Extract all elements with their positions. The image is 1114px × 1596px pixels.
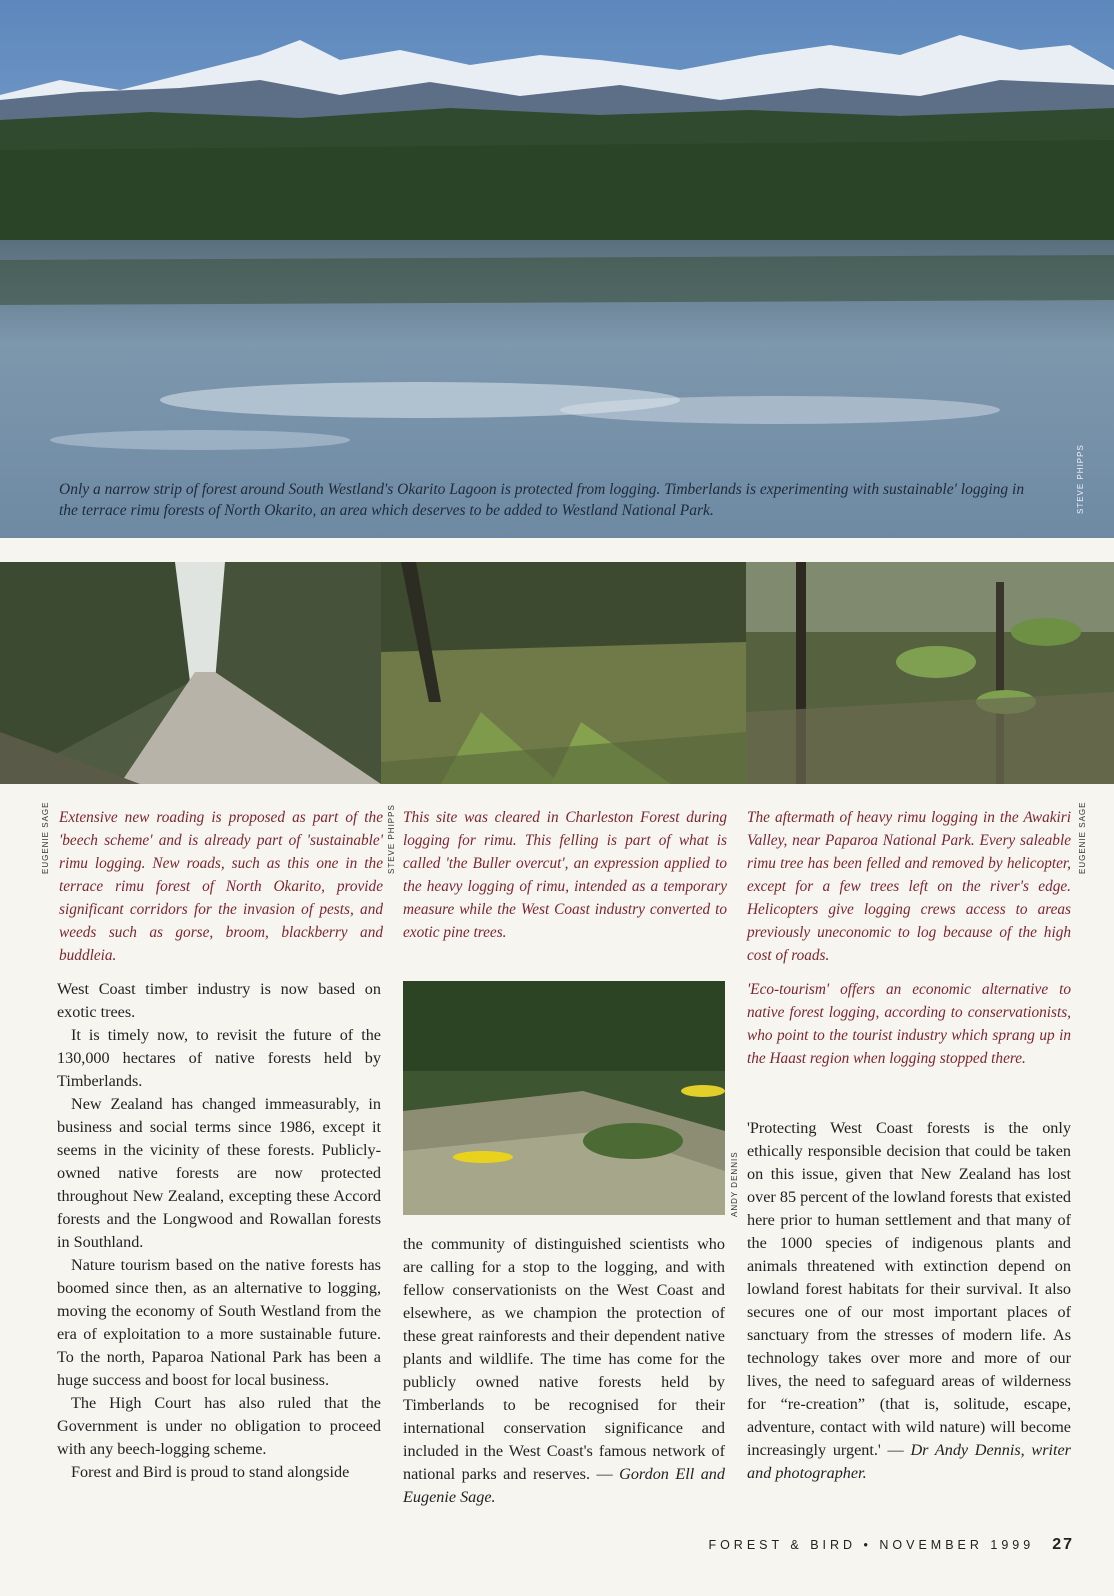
andy-dennis-quote <box>747 1117 1071 1485</box>
hero-photo-okarito-lagoon <box>0 0 1114 538</box>
caption-aftermath: The aftermath of heavy rimu logging in the Awakiri Valley, near Paparoa National Park. Every saleable rimu tree has been felled and removed by helicopter, except for a few trees left on the river's edge. Helicopters give logging crews access to areas previously uneconomic to log because of the high cost of roads. <box>747 809 1071 964</box>
col1-paragraph-3: New Zealand has changed immeasurably, in business and social terms since 1986, except it seems in the vicinity of these forests. Publicly-owned native forests are now protected throughout New Zealand, excepting these Accord forests and the Longwood and Rowallan forests in Southland. <box>57 1095 381 1251</box>
col2-text: the community of distinguished scientists who are calling for a stop to the logging, and with fellow conservationists on the West Coast and elsewhere, as we champion the protection of these great rainforests and their dependent native plants and wildlife. The time has come for the publicly owned native forests held by Timberlands to be recognised for their international conservation significance and included in the West Coast's famous network of national parks and reserves. — <box>403 1235 725 1483</box>
photo-forest-road <box>0 562 381 784</box>
article-column-1 <box>57 978 381 1484</box>
caption-clearing: This site was cleared in Charleston Forest during logging for rimu. This felling is part of what is called 'the Buller overcut', an expression applied to the heavy logging of rimu, intended as a temporary measure while the West Coast industry converted to exotic pine trees. <box>403 809 727 941</box>
photo-logging-aftermath <box>746 562 1114 784</box>
footer-magazine: FOREST & BIRD • NOVEMBER 1999 <box>708 1538 1035 1552</box>
photo-kayakers-in-forest-stream <box>403 981 725 1215</box>
road-photo-credit: EUGENIE SAGE <box>41 801 50 874</box>
hero-photo-credit: STEVE PHIPPS <box>1076 444 1085 514</box>
col1-paragraph-6: Forest and Bird is proud to stand alongside <box>71 1463 350 1481</box>
kayak-photo-credit: ANDY DENNIS <box>730 1151 739 1217</box>
col1-paragraph-5: The High Court has also ruled that the Government is under no obligation to proceed with any beech-logging scheme. <box>57 1394 381 1458</box>
page-number: 27 <box>1052 1536 1074 1553</box>
caption-road: Extensive new roading is proposed as part of the 'beech scheme' and is already part of 'sustainable' rimu logging. New roads, such as this one in the terrace rimu forest of North Okarito, provide significant corridors for the invasion of pests, and weeds such as gorse, broom, blackberry and buddleia. <box>59 809 383 964</box>
article-column-2 <box>403 1233 725 1509</box>
eco-tourism-callout: 'Eco-tourism' offers an economic alternative to native forest logging, according to conservationists, who point to the tourist industry which sprang up in the Haast region when logging stopped there. <box>747 981 1071 1067</box>
aftermath-photo-credit: EUGENIE SAGE <box>1078 801 1087 874</box>
photo-cleared-forest <box>381 562 746 784</box>
col1-paragraph-4: Nature tourism based on the native forests has boomed since then, as an alternative to logging, moving the economy of South Westland from the era of exploitation to a more sustainable future. To the north, Paparoa National Park has been a huge success and boost for local business. <box>57 1256 381 1389</box>
quote-text: 'Protecting West Coast forests is the only ethically responsible decision that could be taken on this issue, given that New Zealand has lost over 85 percent of the lowland forests that existed here prior to human settlement and that many of the 1000 species of indigenous plants and animals threatened with extinction depend on lowland forest habitats for their survival. It also secures one of our most important places of sanctuary from the stresses of modern life. As technology takes over more and more of our lives, the need to safeguard areas of wilderness for “re-creation” (that is, solitude, escape, adventure, contact with wild nature) will become increasingly urgent.' — <box>747 1119 1071 1459</box>
article-signature: Gordon Ell and Eugenie Sage. <box>403 1465 725 1506</box>
page-footer <box>708 1536 1074 1554</box>
hero-caption: Only a narrow strip of forest around South Westland's Okarito Lagoon is protected from logging. Timberlands is experimenting with sustainable' logging in the terrace rimu forests of North Okarito, an area which deserves to be added to Westland National Park. <box>59 481 1025 519</box>
clearing-photo-credit: STEVE PHIPPS <box>387 804 396 874</box>
col2-paragraph-1 <box>403 1233 725 1509</box>
col1-paragraph-2: It is timely now, to revisit the future of the 130,000 hectares of native forests held by Timberlands. <box>57 1026 381 1090</box>
col1-paragraph-1: West Coast timber industry is now based on exotic trees. <box>57 980 381 1021</box>
quote-attribution: Dr Andy Dennis, writer and photographer. <box>747 1441 1071 1482</box>
